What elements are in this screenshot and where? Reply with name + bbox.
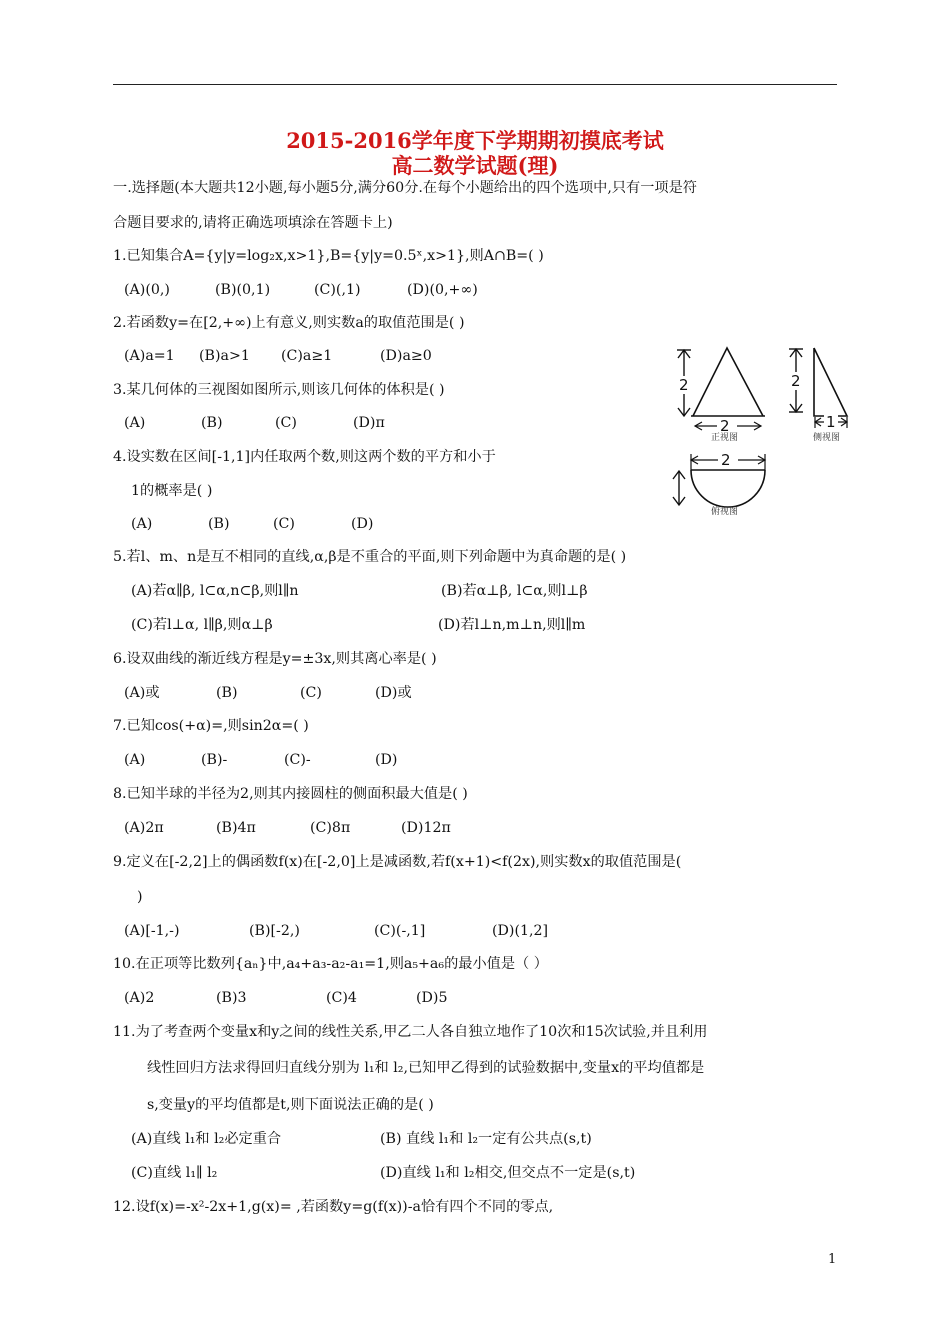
q1-option-b: (B)(0,1) [215,282,271,298]
side-base-label: 1 [826,413,836,431]
q11-option-c: (C)直线 l₁∥ l₂ [131,1165,218,1181]
question-12-stem: 12.设f(x)=-x²-2x+1,g(x)= ,若函数y=g(f(x))-a恰有四个不同的零点, [113,1199,554,1215]
q5-option-a: (A)若α∥β, l⊂α,n⊂β,则l∥n [131,583,299,599]
q5-option-d: (D)若l⊥n,m⊥n,则l∥m [438,617,586,633]
q9-option-c: (C)(-,1] [374,923,426,939]
q4-option-d: (D) [351,516,374,532]
q3-option-c: (C) [275,415,297,431]
question-9-stem-line2: ) [137,889,143,905]
q10-option-d: (D)5 [416,990,448,1006]
exam-subtitle: 高二数学试题(理) [391,153,559,178]
q11-option-d: (D)直线 l₁和 l₂相交,但交点不一定是(s,t) [380,1165,636,1181]
page-number: 1 [828,1252,837,1267]
question-7-stem: 7.已知cos(+α)=,则sin2α=( ) [113,718,309,734]
side-height-label: 2 [791,372,801,390]
question-11-stem-line2: 线性回归方法求得回归直线分别为 l₁和 l₂,已知甲乙得到的试验数据中,变量x的平均值都是 [147,1060,705,1076]
q10-option-b: (B)3 [216,990,247,1006]
question-11-stem-line1: 11.为了考查两个变量x和y之间的线性关系,甲乙二人各自独立地作了10次和15次试验,并且利用 [113,1024,708,1040]
front-base-label: 2 [720,417,730,435]
q8-option-a: (A)2π [124,820,164,836]
header-rule [113,84,837,85]
q6-option-c: (C) [300,685,322,701]
q5-option-b: (B)若α⊥β, l⊂α,则l⊥β [441,583,588,599]
side-view [789,348,847,443]
q4-option-b: (B) [208,516,230,532]
q7-option-b: (B)- [201,752,228,768]
q2-option-c: (C)a≥1 [281,348,333,364]
front-view [677,348,765,443]
question-8-stem: 8.已知半球的半径为2,则其内接圆柱的侧面积最大值是( ) [113,786,468,802]
q3-option-b: (B) [201,415,223,431]
question-4-stem-line1: 4.设实数在区间[-1,1]内任取两个数,则这两个数的平方和小于 [113,449,496,465]
q4-option-a: (A) [131,516,153,532]
question-5-stem: 5.若l、m、n是互不相同的直线,α,β是不重合的平面,则下列命题中为真命题的是( ) [113,549,627,565]
q8-option-b: (B)4π [216,820,256,836]
q6-option-d: (D)或 [375,685,412,701]
exam-title: 2015-2016学年度下学期期初摸底考试 [286,128,664,153]
question-6-stem: 6.设双曲线的渐近线方程是y=±3x,则其离心率是( ) [113,651,437,667]
q7-option-d: (D) [375,752,398,768]
q6-option-a: (A)或 [124,685,160,701]
three-view-figure [665,342,855,522]
q2-option-a: (A)a=1 [124,348,175,364]
front-view-caption: 正视图 [711,433,739,443]
side-view-caption: 侧视图 [813,433,841,443]
q3-option-a: (A) [124,415,146,431]
q6-option-b: (B) [216,685,238,701]
q3-option-d: (D)π [353,415,385,431]
q4-option-c: (C) [273,516,295,532]
q10-option-a: (A)2 [124,990,155,1006]
q9-option-b: (B)[-2,) [249,923,300,939]
q8-option-c: (C)8π [310,820,351,836]
question-9-stem-line1: 9.定义在[-2,2]上的偶函数f(x)在[-2,0]上是减函数,若f(x+1)<f(2x),则实数x的取值范围是( [113,854,682,870]
q2-option-b: (B)a>1 [199,348,250,364]
question-10-stem: 10.在正项等比数列{aₙ}中,a₄+a₃-a₂-a₁=1,则a₅+a₆的最小值是（ ） [113,956,548,972]
top-width-label: 2 [721,451,731,469]
question-2-stem: 2.若函数y=在[2,+∞)上有意义,则实数a的取值范围是( ) [113,315,465,331]
q1-option-a: (A)(0,) [124,282,170,298]
front-height-label: 2 [679,376,689,394]
section-intro-line2: 合题目要求的,请将正确选项填涂在答题卡上) [113,215,393,231]
q1-option-c: (C)(,1) [314,282,361,298]
q11-option-a: (A)直线 l₁和 l₂必定重合 [131,1131,282,1147]
q8-option-d: (D)12π [401,820,451,836]
top-view [673,451,765,517]
q1-option-d: (D)(0,+∞) [407,282,478,298]
q10-option-c: (C)4 [326,990,357,1006]
question-3-stem: 3.某几何体的三视图如图所示,则该几何体的体积是( ) [113,382,445,398]
question-1-stem: 1.已知集合A={y|y=log₂x,x>1},B={y|y=0.5ˣ,x>1},则A∩B=( ) [113,248,544,264]
question-11-stem-line3: s,变量y的平均值都是t,则下面说法正确的是( ) [147,1097,434,1113]
q2-option-d: (D)a≥0 [380,348,432,364]
q5-option-c: (C)若l⊥α, l∥β,则α⊥β [131,617,273,633]
q7-option-a: (A) [124,752,146,768]
q11-option-b: (B) 直线 l₁和 l₂一定有公共点(s,t) [380,1131,592,1147]
top-view-caption: 俯视图 [711,507,739,517]
q9-option-a: (A)[-1,-) [124,923,180,939]
section-intro-line1: 一.选择题(本大题共12小题,每小题5分,满分60分.在每个小题给出的四个选项中,只有一项是符 [113,180,697,196]
q7-option-c: (C)- [284,752,311,768]
question-4-stem-line2: 1的概率是( ) [131,483,213,499]
q9-option-d: (D)(1,2] [492,923,549,939]
